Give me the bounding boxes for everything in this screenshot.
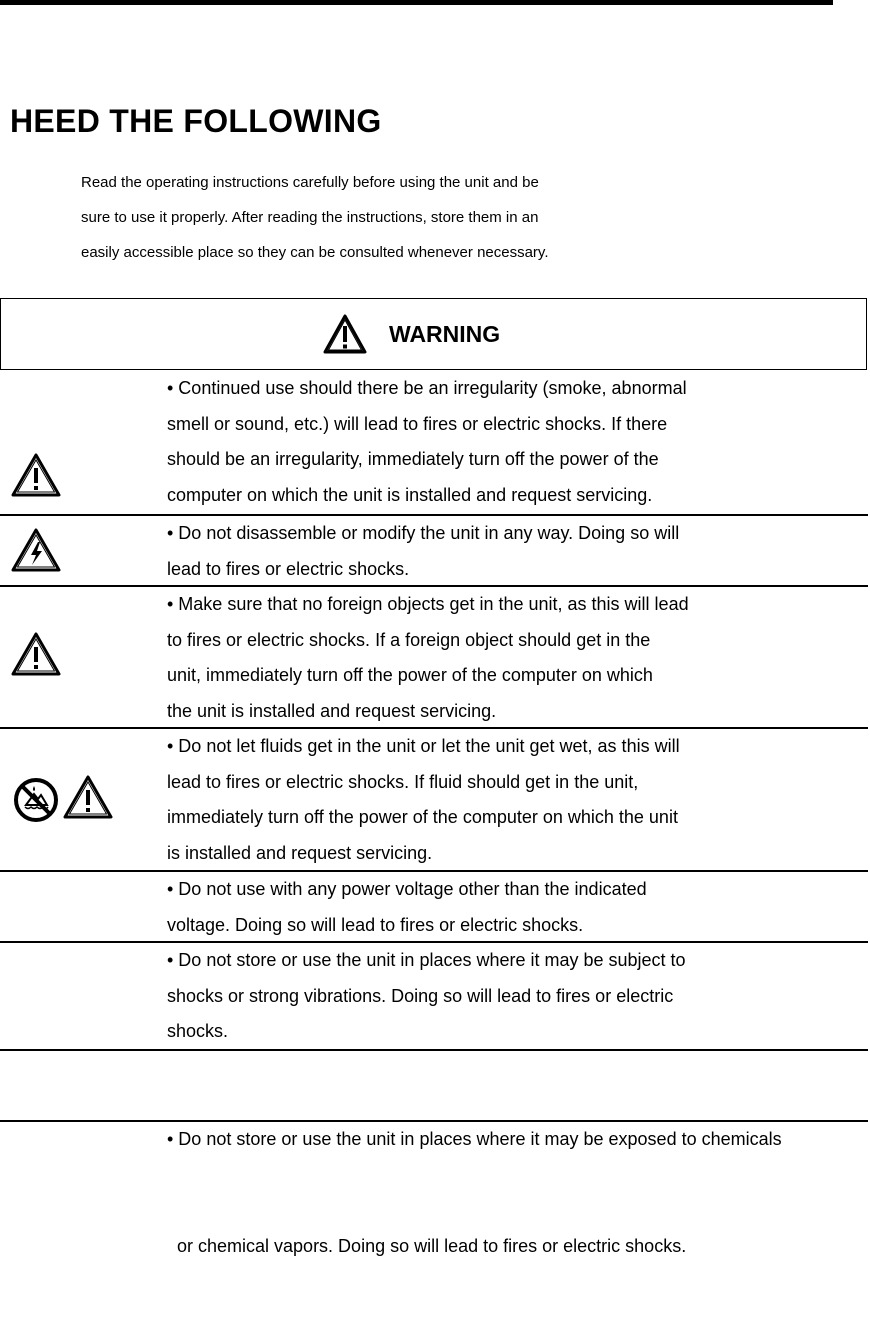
warning-item-text [167,516,679,587]
caution-exclamation-icon [63,774,113,820]
text-line: or chemical vapors. Doing so will lead to fires or electric shocks. [167,1235,687,1256]
warning-item-text [167,371,687,513]
warning-item-text [167,587,689,729]
warning-triangle-icon [323,314,367,354]
top-rule [0,0,833,5]
warning-item [0,1051,868,1256]
text-line: • Do not store or use the unit in places where it may be exposed to chemicals [167,1129,782,1149]
text-line: computer on which the unit is installed and request servicing. [167,484,653,505]
text-line: voltage. Doing so will lead to fires or electric shocks. [167,914,584,935]
text-line: • Make sure that no foreign objects get in the unit, as this will lead [167,594,689,614]
warning-item-text [167,1051,782,1335]
no-liquids-prohibition-icon [13,777,59,823]
warning-item-text [167,872,647,943]
caution-exclamation-icon [11,632,61,676]
text-line: immediately turn off the power of the computer on which the unit [167,807,678,827]
warning-item [0,516,868,587]
text-line: shocks. [167,1021,229,1041]
electric-shock-caution-icon [11,528,61,572]
text-line: • Continued use should there be an irregularity (smoke, abnormal [167,378,687,398]
text-line: smell or sound, etc.) will lead to fires or electric shocks. If there [167,413,668,434]
text-line: is installed and request servicing. [167,842,433,863]
warning-item-text [167,729,680,871]
text-line: lead to fires or electric shocks. [167,558,410,579]
page-title: HEED THE FOLLOWING [10,103,382,139]
text-line: unit, immediately turn off the power of the computer on which [167,665,653,685]
intro-paragraph [81,165,701,270]
caution-exclamation-icon [11,453,61,497]
warning-item-text [167,943,686,1050]
warning-title: WARNING [389,321,501,347]
warning-item [0,587,868,729]
text-line: • Do not disassemble or modify the unit in any way. Doing so will [167,523,680,543]
text-line: shocks or strong vibrations. Doing so will lead to fires or electric [167,985,674,1006]
warning-item [0,371,868,516]
warning-item [0,729,868,872]
warning-item [0,943,868,1051]
text-line: • Do not store or use the unit in places where it may be subject to [167,950,686,970]
intro-line: Read the operating instructions carefully before using the unit and be [81,174,539,191]
text-line: • Do not let fluids get in the unit or let the unit get wet, as this will [167,736,680,756]
intro-line: easily accessible place so they can be consulted whenever necessary. [81,244,549,261]
text-line: should be an irregularity, immediately turn off the power of the [167,449,659,469]
text-line: lead to fires or electric shocks. If fluid should get in the unit, [167,771,639,792]
intro-line: sure to use it properly. After reading the instructions, store them in an [81,209,539,226]
warning-item [0,872,868,943]
warning-header [0,298,867,370]
text-line: to fires or electric shocks. If a foreign object should get in the [167,629,651,650]
text-line: the unit is installed and request servicing. [167,700,497,721]
text-line: • Do not use with any power voltage other than the indicated [167,879,647,899]
